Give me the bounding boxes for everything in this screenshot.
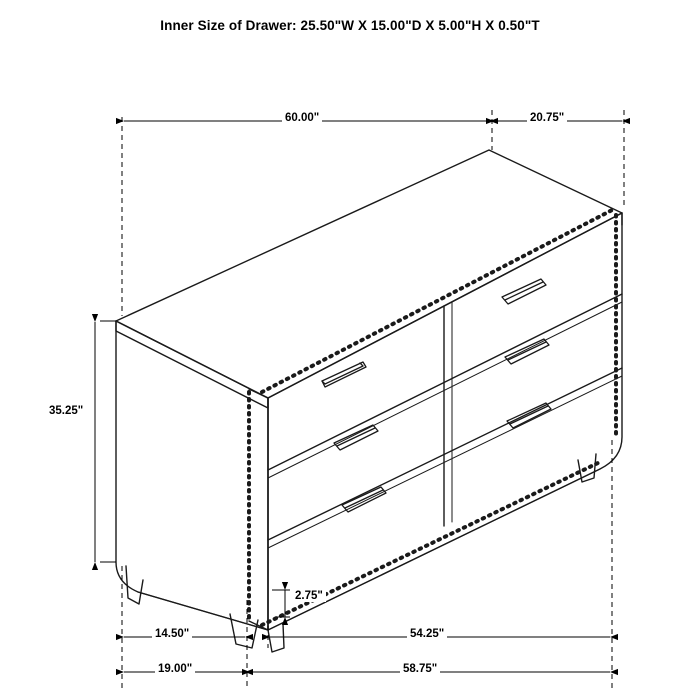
dresser-top-surface [116,150,622,398]
handle-mid-left [334,425,378,450]
handle-bottom-left [342,487,386,512]
dim-label-top-depth: 20.75" [527,112,567,124]
dresser-front-face [268,213,622,630]
dim-label-height: 35.25" [46,405,86,417]
dim-label-overall-right-width: 58.75" [400,663,440,675]
dim-label-base-front-width: 54.25" [407,628,447,640]
dresser-left-side [116,321,268,630]
page-title: Inner Size of Drawer: 25.50"W X 15.00"D X 5.00"H X 0.50"T [160,18,540,33]
handle-bottom-right [507,403,551,428]
drawer-divider-h2b [268,376,622,548]
dim-label-overall-left-width: 19.00" [155,663,195,675]
handle-mid-right [505,339,549,364]
front-edge-detail [249,389,268,630]
dim-label-top-width: 60.00" [282,112,322,124]
leg-rear-left [126,566,143,604]
drawer-divider-h1 [268,294,622,470]
drawer-handles [322,279,551,512]
drawer-divider-h2 [268,368,622,540]
dresser-body [116,150,622,652]
drawer-divider-h1b [268,302,622,478]
top-thickness-left [116,321,268,408]
handle-top-right [502,279,546,304]
leg-front-left [230,614,258,648]
dim-label-leg-front-width: 14.50" [152,628,192,640]
nailhead-trim-top [262,208,616,392]
dim-label-foot-height: 2.75" [292,590,326,602]
